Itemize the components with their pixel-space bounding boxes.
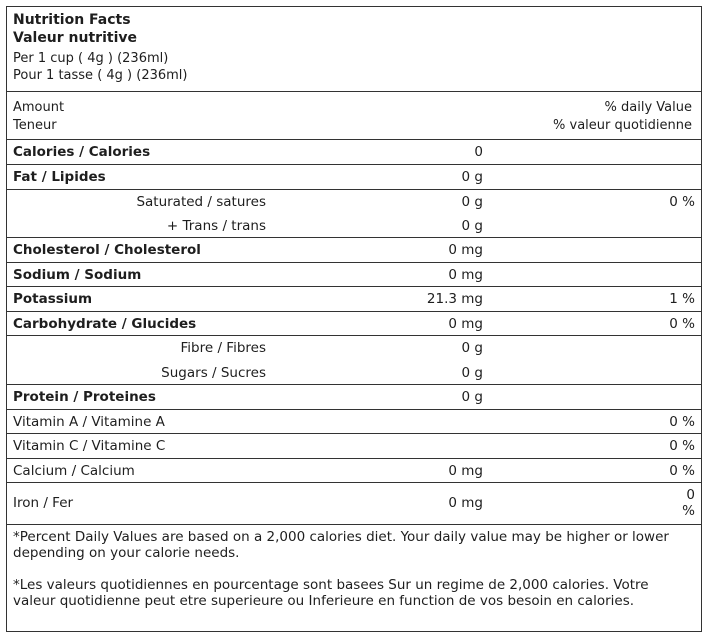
nutrient-name: Cholesterol / Cholesterol — [13, 242, 201, 258]
footnotes — [7, 524, 701, 613]
nutrient-row-cholesterol — [7, 238, 701, 263]
nutrient-row-potassium — [7, 287, 701, 312]
nutrient-amount: 0 mg — [448, 242, 483, 258]
nutrient-row-iron — [7, 483, 701, 524]
nutrient-daily-value: 0 % — [669, 315, 695, 332]
column-headers — [7, 92, 701, 140]
nutrition-facts-panel — [6, 6, 702, 632]
nutrient-name: Vitamin A / Vitamine A — [13, 413, 165, 430]
nutrient-daily-value: 1 % — [669, 291, 695, 307]
nutrient-row-sugars — [7, 361, 701, 386]
dv-label-en: % daily Value — [604, 100, 692, 115]
nutrient-amount: 0 mg — [448, 315, 483, 332]
nutrient-name: Sodium / Sodium — [13, 266, 142, 283]
serving-size-en: Per 1 cup ( 4g ) (236ml) — [13, 51, 169, 66]
nutrient-row-protein — [7, 385, 701, 410]
nutrient-name: Carbohydrate / Glucides — [13, 315, 197, 332]
nutrient-row-vitamin-a — [7, 410, 701, 435]
nutrient-row-saturated — [7, 189, 701, 214]
nutrient-row-fat — [7, 165, 701, 190]
nutrient-amount: 0 mg — [448, 495, 483, 511]
nutrient-name: Potassium — [13, 291, 93, 307]
nutrient-name: Iron / Fer — [13, 495, 74, 511]
nutrient-name: Vitamin C / Vitamine C — [13, 438, 166, 454]
nutrient-amount: 0 g — [461, 168, 483, 185]
label-header — [7, 7, 701, 92]
nutrient-amount: 21.3 mg — [426, 291, 483, 307]
nutrient-daily-value: 0 % — [669, 413, 695, 430]
nutrient-name: Fat / Lipides — [13, 168, 106, 185]
nutrient-name: Calories / Calories — [13, 144, 151, 160]
nutrient-row-calories — [7, 140, 701, 165]
serving-size-fr: Pour 1 tasse ( 4g ) (236ml) — [13, 68, 188, 83]
nutrient-row-fibre — [7, 336, 701, 361]
nutrient-name: Protein / Proteines — [13, 389, 156, 405]
amount-label-fr: Teneur — [13, 118, 57, 133]
nutrient-name: Fibre / Fibres — [180, 340, 266, 356]
nutrient-row-trans — [7, 214, 701, 239]
footnote-fr: *Les valeurs quotidiennes en pourcentage sont basees Sur un regime de 2,000 calories. Votre valeur quotidienne peut etre superieure ou Inferieure en function de vos besoin en calories. — [13, 577, 649, 609]
nutrient-daily-value: 0 % — [669, 438, 695, 454]
nutrient-name: Calcium / Calcium — [13, 462, 135, 479]
nutrient-amount: 0 g — [461, 389, 483, 405]
nutrient-name: Sugars / Sucres — [161, 364, 266, 381]
dv-label-fr: % valeur quotidienne — [553, 118, 692, 133]
title-en: Nutrition Facts — [13, 12, 131, 28]
nutrient-amount: 0 g — [461, 194, 483, 210]
amount-label-en: Amount — [13, 100, 65, 115]
nutrient-daily-value: 0 % — [669, 194, 695, 210]
nutrient-daily-value: 0 % — [682, 487, 695, 519]
nutrient-amount: 0 g — [461, 364, 483, 381]
nutrient-name: + Trans / trans — [166, 217, 266, 234]
nutrient-row-vitamin-c — [7, 434, 701, 459]
nutrient-row-carbohydrate — [7, 312, 701, 337]
nutrient-daily-value: 0 % — [669, 462, 695, 479]
nutrient-amount: 0 mg — [448, 462, 483, 479]
nutrient-amount: 0 g — [461, 217, 483, 234]
nutrient-amount: 0 g — [461, 340, 483, 356]
nutrient-row-sodium — [7, 263, 701, 288]
nutrient-row-calcium — [7, 459, 701, 484]
nutrient-amount: 0 mg — [448, 266, 483, 283]
nutrient-amount: 0 — [474, 144, 483, 160]
footnote-en: *Percent Daily Values are based on a 2,000 calories diet. Your daily value may be higher or lower depending on your calorie needs. — [13, 529, 669, 561]
nutrient-name: Saturated / satures — [136, 194, 266, 210]
title-fr: Valeur nutritive — [13, 30, 137, 46]
